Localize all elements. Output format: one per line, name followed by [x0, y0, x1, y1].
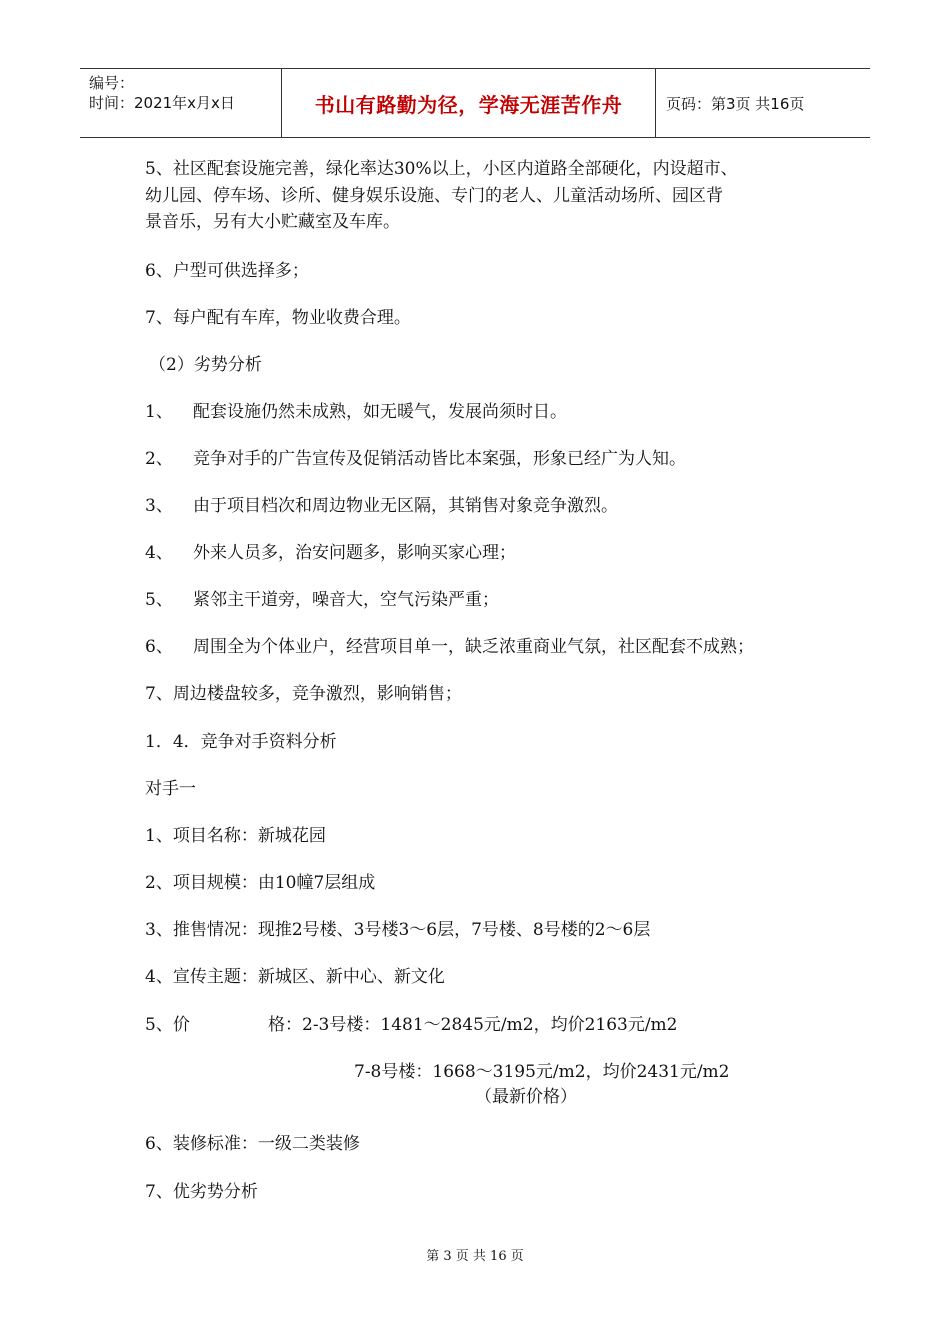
header-meta	[80, 69, 281, 137]
weakness-number: 5、	[145, 590, 173, 610]
weakness-item	[145, 634, 754, 660]
weakness-item	[145, 493, 618, 519]
weakness-number: 3、	[145, 496, 173, 516]
paragraph-garage: 7、每户配有车库，物业收费合理。	[145, 308, 411, 328]
weakness-heading: （2）劣势分析	[149, 355, 262, 375]
weakness-item	[145, 587, 499, 613]
paragraph-facilities-3: 景音乐，另有大小贮藏室及车库。	[145, 212, 400, 232]
paragraph-unit-types: 6、户型可供选择多；	[145, 261, 309, 281]
weakness-text: 紧邻主干道旁，噪音大，空气污染严重；	[193, 590, 499, 610]
weakness-item-7: 7、周边楼盘较多，竞争激烈，影响销售；	[145, 684, 462, 704]
section-heading: 1．4．竞争对手资料分析	[145, 732, 337, 752]
weakness-number: 4、	[145, 543, 173, 563]
rival-sales-status: 3、推售情况：现推2号楼、3号楼3～6层，7号楼、8号楼的2～6层	[145, 920, 651, 940]
rival-project-name: 1、项目名称：新城花园	[145, 826, 326, 846]
weakness-number: 6、	[145, 637, 173, 657]
weakness-text: 周围全为个体业户，经营项目单一，缺乏浓重商业气氛，社区配套不成熟；	[193, 637, 754, 657]
weakness-item	[145, 446, 686, 472]
weakness-number: 1、	[145, 402, 173, 422]
header-motto-cell	[281, 69, 656, 137]
page-footer: 第 3 页 共 16 页	[426, 1249, 524, 1264]
rival-promo-theme: 4、宣传主题：新城区、新中心、新文化	[145, 967, 445, 987]
rival-price-line-2: 7-8号楼：1668～3195元/m2，均价2431元/m2	[354, 1062, 730, 1082]
weakness-text: 配套设施仍然未成熟，如无暖气，发展尚须时日。	[193, 402, 567, 422]
rival-decoration-standard: 6、装修标准：一级二类装修	[145, 1134, 360, 1154]
rival-project-scale: 2、项目规模：由10幢7层组成	[145, 873, 376, 893]
weakness-text: 由于项目档次和周边物业无区隔，其销售对象竞争激烈。	[193, 496, 618, 516]
rival-price-label: 5、价	[145, 1015, 190, 1035]
document-number-label: 编号：	[89, 74, 135, 92]
paragraph-facilities-2: 幼儿园、停车场、诊所、健身娱乐设施、专门的老人、儿童活动场所、园区背	[145, 186, 723, 206]
document-date: 时间：2021年x月x日	[89, 94, 235, 112]
rival-heading: 对手一	[145, 779, 196, 799]
weakness-text: 竞争对手的广告宣传及促销活动皆比本案强，形象已经广为人知。	[193, 449, 686, 469]
weakness-item	[145, 399, 567, 425]
weakness-text: 外来人员多，治安问题多，影响买家心理；	[193, 543, 516, 563]
rival-swot-heading: 7、优劣势分析	[145, 1182, 258, 1202]
paragraph-facilities-1: 5、社区配套设施完善，绿化率达30%以上，小区内道路全部硬化，内设超市、	[145, 159, 738, 179]
weakness-item	[145, 540, 516, 566]
header-motto: 书山有路勤为径，学海无涯苦作舟	[314, 92, 623, 117]
rival-price-note: （最新价格）	[475, 1087, 577, 1107]
weakness-number: 2、	[145, 449, 173, 469]
rival-price-line-1: 格：2-3号楼：1481～2845元/m2，均价2163元/m2	[268, 1015, 678, 1035]
header-page-info: 页码：第3页 共16页	[666, 94, 805, 113]
page-header	[80, 68, 870, 138]
